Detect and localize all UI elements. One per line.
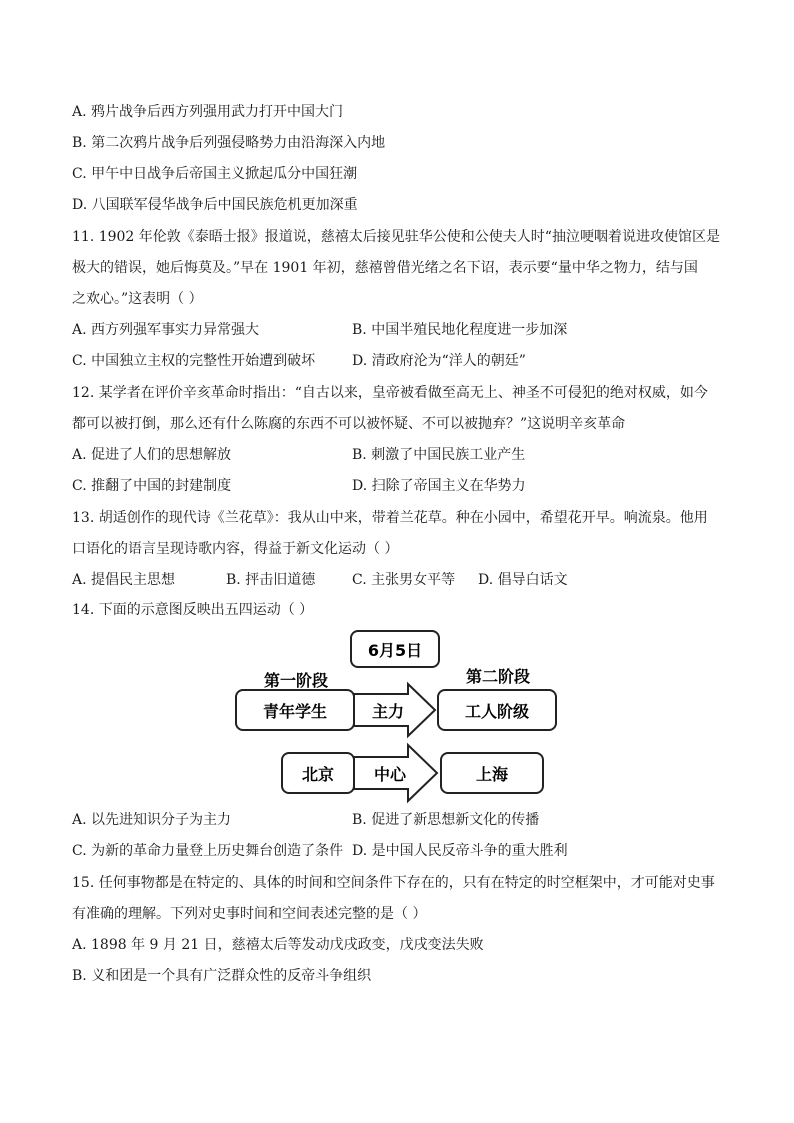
q12-option-a: A. 促进了人们的思想解放	[72, 447, 232, 463]
q15-option-b: B. 义和团是一个具有广泛群众性的反帝斗争组织	[72, 968, 372, 984]
q11-stem-line-1: 11. 1902 年伦敦《泰晤士报》报道说，慈禧太后接见驻华公使和公使夫人时“抽泣哽咽着说进攻使馆区是	[72, 229, 720, 245]
workers-label: 工人阶级	[464, 702, 530, 721]
q13-stem-line-1: 13. 胡适创作的现代诗《兰花草》：我从山中来，带着兰花草。种在小园中，希望花开早。响流泉。他用	[72, 510, 708, 526]
may-fourth-diagram	[230, 626, 565, 806]
q11-stem-line-2: 极大的错误，她后悔莫及。”早在 1901 年初，慈禧曾借光绪之名下诏，表示要“量中华之物力，结与国	[72, 260, 698, 276]
q10-option-a: A. 鸦片战争后西方列强用武力打开中国大门	[72, 104, 344, 120]
q15-option-a: A. 1898 年 9 月 21 日，慈禧太后等发动戊戌政变，戊戌变法失败	[72, 937, 484, 953]
q11-option-c: C. 中国独立主权的完整性开始遭到破坏	[72, 353, 316, 369]
q14-option-b: B. 促进了新思想新文化的传播	[352, 812, 540, 828]
beijing-label: 北京	[301, 765, 335, 784]
q13-option-c: C. 主张男女平等	[352, 572, 456, 588]
q13-stem	[72, 503, 722, 565]
main-force-label: 主力	[371, 702, 405, 721]
date-label: 6月5日	[367, 641, 423, 660]
q12-stem-line-1: 12. 某学者在评价辛亥革命时指出：“自古以来，皇帝被看做至高无上、神圣不可侵犯的绝对权威，如今	[72, 385, 708, 401]
stage-one-label: 第一阶段	[263, 671, 329, 690]
q14-option-c: C. 为新的革命力量登上历史舞台创造了条件	[72, 843, 344, 859]
q13-option-d: D. 倡导白话文	[478, 572, 568, 588]
q13-stem-line-2: 口语化的语言呈现诗歌内容，得益于新文化运动（ ）	[72, 541, 399, 557]
q15-stem-line-2: 有准确的理解。下列对史事时间和空间表述完整的是（ ）	[72, 906, 427, 922]
q13-option-b: B. 抨击旧道德	[226, 572, 316, 588]
q15-stem	[72, 868, 722, 930]
q12-stem	[72, 378, 722, 440]
shanghai-label: 上海	[475, 765, 509, 784]
center-label: 中心	[373, 765, 407, 784]
q14-option-a: A. 以先进知识分子为主力	[72, 812, 232, 828]
q11-option-d: D. 清政府沦为“洋人的朝廷”	[352, 353, 526, 369]
q11-stem	[72, 222, 722, 315]
q12-option-b: B. 刺激了中国民族工业产生	[352, 447, 526, 463]
q12-stem-line-2: 都可以被打倒，那么还有什么陈腐的东西不可以被怀疑、不可以被抛弃？”这说明辛亥革命	[72, 416, 626, 432]
q10-option-d: D. 八国联军侵华战争后中国民族危机更加深重	[72, 197, 358, 213]
q14-option-d: D. 是中国人民反帝斗争的重大胜利	[352, 843, 568, 859]
q11-stem-line-3: 之欢心。”这表明（ ）	[72, 291, 203, 307]
q10-option-b: B. 第二次鸦片战争后列强侵略势力由沿海深入内地	[72, 135, 386, 151]
q11-option-b: B. 中国半殖民地化程度进一步加深	[352, 322, 568, 338]
q12-option-d: D. 扫除了帝国主义在华势力	[352, 478, 526, 494]
q11-option-a: A. 西方列强军事实力异常强大	[72, 322, 260, 338]
q14-stem: 14. 下面的示意图反映出五四运动（ ）	[72, 602, 314, 618]
stage-two-label: 第二阶段	[465, 667, 531, 686]
q10-option-c: C. 甲午中日战争后帝国主义掀起瓜分中国狂潮	[72, 166, 358, 182]
q15-stem-line-1: 15. 任何事物都是在特定的、具体的时间和空间条件下存在的，只有在特定的时空框架中，才可能对史事	[72, 875, 715, 891]
q13-option-a: A. 提倡民主思想	[72, 572, 176, 588]
q12-option-c: C. 推翻了中国的封建制度	[72, 478, 232, 494]
students-label: 青年学生	[262, 702, 328, 721]
